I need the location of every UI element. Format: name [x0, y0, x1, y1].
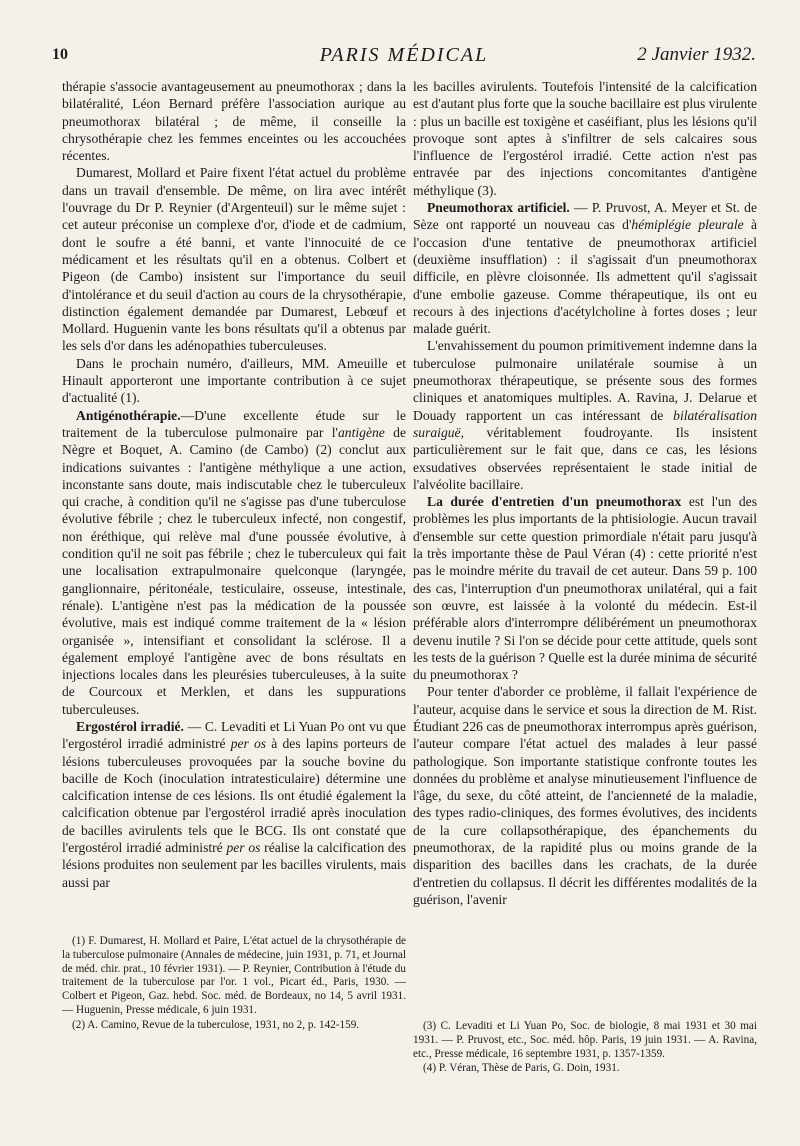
section-heading: Ergostérol irradié.	[76, 718, 184, 734]
footnote: (3) C. Levaditi et Li Yuan Po, Soc. de biologie, 8 mai 1931 et 30 mai 1931. — P. Pruvost, etc., Soc. méd. hôp. Paris, 19 juin 1931. — A. Ravina, etc., Presse médicale, 16 septembre 1931, p. 1357-1359.	[413, 1020, 757, 1060]
paragraph: Pour tenter d'aborder ce problème, il fallait l'expérience de l'auteur, acquise dans le service et sous la direction de M. Rist. Étudiant 226 cas de pneumothorax interrompus après guérison, l'auteur compare l'état actuel des malades à leur passé pathologique. Son importante statistique confronte toutes les données du problème et analyse minutieusement l'influence de l'âge, du sexe, du côté atteint, de l'ancienneté de la maladie, des types radio-cliniques, des formes évolutives, des incidents de la cure collapsothérapique, des épanchements du pneumothorax, de la rapidité plus ou moins grande de la disparition des bacilles dans les crachats, de la durée d'entretien du collapsus. Il décrit les différentes modalités de la guérison, l'avenir	[413, 684, 757, 907]
page-header	[52, 42, 756, 72]
paragraph: thérapie s'associe avantageusement au pneumothorax ; dans la bilatéralité, Léon Bernard préfère l'association aurique au pneumothorax bilatéral ; de même, il conseille la chrysothérapie chez les femmes enceintes ou les accouchées récentes.	[62, 79, 406, 164]
left-column	[62, 78, 406, 891]
issue-date: 2 Janvier 1932.	[637, 44, 756, 65]
paragraph-duree: La durée d'entretien d'un pneumothorax est l'un des problèmes les plus importants de la phtisiologie. Aucun travail d'ensemble sur cette question primordiale n'était paru jusqu'à la très importante thèse de Paul Véran (4) : cette priorité n'est pas le moindre mérite du travail de cet auteur. Dans 59 p. 100 des cas, l'interruption d'un pneumothorax unilatéral, qui a fait son œuvre, est laissée à la volonté du médecin. Est-il préférable alors d'interrompre délibérément un pneumothorax devenu inutile ? Si l'on se décide pour cette attitude, quels sont les tests de la guérison ? Quelle est la durée minima de sécurité du pneumothorax ?	[413, 494, 757, 683]
journal-title: PARIS MÉDICAL	[319, 44, 489, 66]
paragraph-antigenotherapie: Antigénothérapie.—D'une excellente étude sur le traitement de la tuberculose pulmonaire par l'antigène de Nègre et Boquet, A. Camino (de Cambo) (2) conclut aux indications suivantes : l'antigène méthylique a une action, inconstante sans doute, mais indiscutable chez le tuberculeux qui crache, à condition qu'il ne s'agisse pas d'une tuberculose évolutive fébrile ; chez le tuberculeux infecté, non congestif, non éréthique, qui relève mal d'une poussée évolutive, à condition qu'il ne soit pas fébrile ; chez le tuberculeux qui fait une localisation extrapulmonaire quelconque (laryngée, ganglionnaire, péritonéale, testiculaire, osseuse, intestinale, rénale). L'antigène n'est pas la médication de la poussée évolutive, mais est indiqué comme traitement de la « lésion organisée », intensifiant et consolidant la sclérose. Il a également employé l'antigène avec de bons résultats en injections locales dans les pleurésies tuberculeuses, à la suite de Courcoux et Merklen, et dans les suppurations tuberculeuses.	[62, 407, 406, 717]
paragraph: les bacilles avirulents. Toutefois l'intensité de la calcification est d'autant plus forte que la souche bacillaire est plus virulente : plus un bacille est toxigène et caséifiant, plus les lésions qu'il provoque sont aptes à s'infiltrer de sels calcaires sous l'influence de l'ergostérol irradié. Cette action n'est pas entravée par des injections concomitantes d'antigène méthylique (3).	[413, 79, 757, 198]
section-heading: Antigénothérapie.	[76, 407, 181, 423]
paragraph: Dans le prochain numéro, d'ailleurs, MM. Ameuille et Hinault apporteront une importante contribution à ce sujet d'actualité (1).	[62, 355, 406, 406]
footnote: (1) F. Dumarest, H. Mollard et Paire, L'état actuel de la chrysothérapie de la tuberculose pulmonaire (Annales de médecine, juin 1931, p. 71, et Journal de méd. chir. prat., 10 février 1931). — P. Reynier, Contribution à l'étude du traitement de la tuberculose par l'or. 1 vol., Picart éd., Paris, 1930. — Colbert et Pigeon, Gaz. hebd. Soc. méd. de Bordeaux, no 14, 5 avril 1931. — Huguenin, Presse médicale, 6 juin 1931.	[62, 935, 406, 1016]
section-heading: La durée d'entretien d'un pneumothorax	[427, 494, 682, 510]
paragraph: L'envahissement du poumon primitivement indemne dans la tuberculose pulmonaire unilatérale soumise à un pneumothorax thérapeutique, se présente sous des formes cliniques et anatomiques multiples. A. Ravina, J. Delarue et Douady rapportent un cas intéressant de bilatéralisation suraiguë, véritablement foudroyante. Ils insistent particulièrement sur le fait que, dans ce cas, les lésions exsudatives observées représentaient le stade initial de l'alvéolite bacillaire.	[413, 338, 757, 492]
right-column	[413, 78, 757, 908]
page-number: 10	[52, 46, 68, 63]
paragraph-ergosterol: Ergostérol irradié. — C. Levaditi et Li Yuan Po ont vu que l'ergostérol irradié administré per os à des lapins porteurs de lésions tuberculeuses provoquées par la souche bovine du bacille de Koch (inoculation intratesticulaire) détermine une calcification intense de ces lésions. Ils ont étudié également la calcification obtenue par l'ergostérol irradié après inoculation de bacilles avirulents tels que le BCG. Ils ont constaté que l'ergostérol irradié administré per os réalise la calcification des lésions produites non seulement par les bacilles virulents, mais aussi par	[62, 718, 407, 890]
section-heading: Pneumothorax artificiel.	[427, 200, 570, 216]
paragraph-pneumothorax: Pneumothorax artificiel. — P. Pruvost, A. Meyer et St. de Sèze ont rapporté un nouveau cas d'hémiplégie pleurale à l'occasion d'une tentative de pneumothorax artificiel (deuxième insufflation) : il s'agissait d'un pneumothorax difficile, en plèvre cloisonnée. Ils admettent qu'il s'agissait d'une embolie gazeuse. Comme thérapeutique, ils ont eu recours à des injections d'acétylcholine à fortes doses ; leur malade guérit.	[413, 200, 757, 337]
left-footnotes	[62, 935, 406, 1034]
footnote: (2) A. Camino, Revue de la tuberculose, 1931, no 2, p. 142-159.	[72, 1018, 360, 1031]
paragraph: Dumarest, Mollard et Paire fixent l'état actuel du problème dans un travail d'ensemble. De même, on lira avec intérêt l'ouvrage du Dr P. Reynier (d'Argenteuil) sur le même sujet : cet auteur préconise un complexe d'or, d'iode et de cadmium, dont le soufre a été banni, et vante l'innocuité de ce médicament et les résultats qu'il en a obtenus. Colbert et Pigeon (de Cambo) insistent sur l'importance du seuil d'intolérance et du seuil d'action au cours de la chrysothérapie, distinction également demandée par Dumarest, Lebœuf et Mollard. Huguenin vante les bons résultats qu'il a obtenus par les sels d'or dans les adénopathies tuberculeuses.	[62, 165, 406, 354]
right-footnotes	[413, 1020, 757, 1077]
footnote: (4) P. Véran, Thèse de Paris, G. Doin, 1931.	[423, 1062, 620, 1075]
